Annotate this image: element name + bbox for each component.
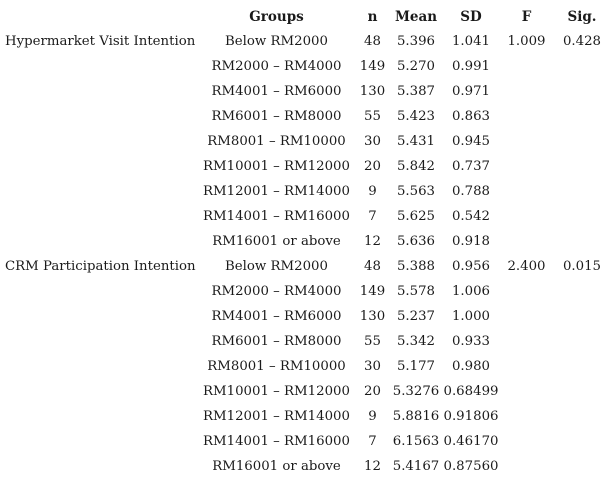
sig-cell (553, 104, 611, 129)
n-cell: 7 (368, 209, 377, 224)
f-cell (500, 304, 553, 329)
table-row (3, 429, 611, 454)
n-cell: 9 (368, 184, 377, 199)
mean-cell: 5.8816 (392, 409, 440, 424)
sd-cell: 0.737 (451, 159, 491, 174)
sig-cell (553, 54, 611, 79)
table-row (3, 379, 611, 404)
sig-cell (553, 129, 611, 154)
group-cell: RM4001 – RM6000 (211, 309, 342, 324)
group-cell: RM12001 – RM14000 (203, 184, 350, 199)
mean-cell: 5.4167 (392, 459, 440, 474)
sd-cell: 0.863 (451, 109, 491, 124)
f-cell (500, 54, 553, 79)
table-row (3, 54, 611, 79)
header-variable (3, 4, 198, 29)
table-row (3, 229, 611, 254)
group-cell: RM10001 – RM12000 (203, 384, 350, 399)
group-cell: RM6001 – RM8000 (211, 334, 342, 349)
sd-cell: 0.918 (451, 234, 491, 249)
header-f: F (521, 8, 532, 25)
n-cell: 20 (364, 384, 381, 399)
header-groups: Groups (249, 8, 304, 25)
group-cell: RM10001 – RM12000 (203, 159, 350, 174)
variable-cell (3, 379, 198, 404)
f-cell (500, 79, 553, 104)
sd-cell: 0.87560 (443, 459, 499, 474)
f-cell (500, 329, 553, 354)
mean-cell: 5.578 (396, 284, 436, 299)
group-cell: RM6001 – RM8000 (211, 109, 342, 124)
header-sig: Sig. (567, 8, 597, 25)
mean-cell: 5.423 (396, 109, 436, 124)
mean-cell: 5.625 (396, 209, 436, 224)
table-row (3, 354, 611, 379)
n-cell: 7 (368, 434, 377, 449)
sig-cell (553, 429, 611, 454)
anova-table (3, 4, 611, 479)
n-cell: 12 (364, 459, 381, 474)
variable-cell: CRM Participation Intention (5, 259, 196, 274)
table-row (3, 279, 611, 304)
sd-cell: 0.971 (451, 84, 491, 99)
group-cell: RM8001 – RM10000 (207, 134, 346, 149)
f-cell: 2.400 (507, 259, 546, 274)
sig-cell (553, 279, 611, 304)
n-cell: 12 (364, 234, 381, 249)
f-cell (500, 354, 553, 379)
sd-cell: 0.980 (451, 359, 491, 374)
table-row (3, 204, 611, 229)
sd-cell: 1.000 (451, 309, 491, 324)
group-cell: RM2000 – RM4000 (211, 284, 342, 299)
mean-cell: 5.388 (396, 259, 436, 274)
n-cell: 48 (364, 259, 381, 274)
sd-cell: 0.542 (451, 209, 491, 224)
mean-cell: 5.431 (396, 134, 436, 149)
f-cell (500, 129, 553, 154)
variable-cell (3, 154, 198, 179)
variable-cell (3, 429, 198, 454)
group-cell: RM14001 – RM16000 (203, 209, 350, 224)
header-row (3, 4, 611, 29)
variable-cell (3, 79, 198, 104)
variable-cell (3, 354, 198, 379)
mean-cell: 5.237 (396, 309, 436, 324)
sd-cell: 0.956 (451, 259, 491, 274)
group-cell: RM16001 or above (212, 234, 341, 249)
n-cell: 55 (364, 334, 381, 349)
variable-cell (3, 329, 198, 354)
f-cell (500, 279, 553, 304)
header-sd: SD (460, 8, 482, 25)
sig-cell (553, 454, 611, 479)
sd-cell: 0.46170 (443, 434, 499, 449)
f-cell (500, 379, 553, 404)
sd-cell: 0.788 (451, 184, 491, 199)
table-row (3, 329, 611, 354)
table-row (3, 179, 611, 204)
sig-cell (553, 79, 611, 104)
f-cell (500, 404, 553, 429)
sig-cell (553, 179, 611, 204)
sig-cell (553, 404, 611, 429)
variable-cell (3, 54, 198, 79)
n-cell: 30 (364, 134, 381, 149)
sig-cell (553, 329, 611, 354)
mean-cell: 5.396 (396, 34, 436, 49)
table-row (3, 129, 611, 154)
n-cell: 20 (364, 159, 381, 174)
table-row (3, 104, 611, 129)
group-cell: RM14001 – RM16000 (203, 434, 350, 449)
table-row (3, 254, 611, 279)
sig-cell (553, 354, 611, 379)
sig-cell (553, 304, 611, 329)
header-mean: Mean (394, 8, 438, 25)
group-cell: Below RM2000 (225, 34, 328, 49)
table-row (3, 404, 611, 429)
n-cell: 48 (364, 34, 381, 49)
n-cell: 149 (359, 284, 386, 299)
table-body (3, 29, 611, 479)
n-cell: 149 (359, 59, 386, 74)
sig-cell (553, 204, 611, 229)
mean-cell: 5.177 (396, 359, 436, 374)
f-cell: 1.009 (507, 34, 546, 49)
variable-cell: Hypermarket Visit Intention (5, 34, 196, 49)
variable-cell (3, 404, 198, 429)
f-cell (500, 179, 553, 204)
variable-cell (3, 304, 198, 329)
sig-cell: 0.015 (562, 259, 602, 274)
sd-cell: 1.006 (451, 284, 491, 299)
mean-cell: 5.842 (396, 159, 436, 174)
f-cell (500, 154, 553, 179)
variable-cell (3, 179, 198, 204)
variable-cell (3, 454, 198, 479)
table-row (3, 154, 611, 179)
sd-cell: 0.945 (451, 134, 491, 149)
group-cell: RM2000 – RM4000 (211, 59, 342, 74)
mean-cell: 5.3276 (392, 384, 440, 399)
sig-cell: 0.428 (562, 34, 602, 49)
mean-cell: 5.563 (396, 184, 436, 199)
header-n: n (367, 8, 378, 25)
variable-cell (3, 129, 198, 154)
sig-cell (553, 379, 611, 404)
f-cell (500, 204, 553, 229)
f-cell (500, 104, 553, 129)
n-cell: 130 (359, 84, 386, 99)
group-cell: RM16001 or above (212, 459, 341, 474)
sd-cell: 0.68499 (443, 384, 499, 399)
mean-cell: 5.270 (396, 59, 436, 74)
sd-cell: 0.933 (451, 334, 491, 349)
mean-cell: 6.1563 (392, 434, 440, 449)
sig-cell (553, 154, 611, 179)
n-cell: 130 (359, 309, 386, 324)
table-row (3, 304, 611, 329)
table-row (3, 79, 611, 104)
n-cell: 55 (364, 109, 381, 124)
variable-cell (3, 104, 198, 129)
n-cell: 9 (368, 409, 377, 424)
f-cell (500, 429, 553, 454)
n-cell: 30 (364, 359, 381, 374)
table-row (3, 454, 611, 479)
mean-cell: 5.636 (396, 234, 436, 249)
table-row (3, 29, 611, 54)
sd-cell: 0.991 (451, 59, 491, 74)
variable-cell (3, 229, 198, 254)
mean-cell: 5.387 (396, 84, 436, 99)
sd-cell: 0.91806 (443, 409, 499, 424)
sd-cell: 1.041 (451, 34, 491, 49)
group-cell: RM4001 – RM6000 (211, 84, 342, 99)
f-cell (500, 229, 553, 254)
variable-cell (3, 204, 198, 229)
sig-cell (553, 229, 611, 254)
variable-cell (3, 279, 198, 304)
f-cell (500, 454, 553, 479)
group-cell: Below RM2000 (225, 259, 328, 274)
group-cell: RM12001 – RM14000 (203, 409, 350, 424)
mean-cell: 5.342 (396, 334, 436, 349)
group-cell: RM8001 – RM10000 (207, 359, 346, 374)
